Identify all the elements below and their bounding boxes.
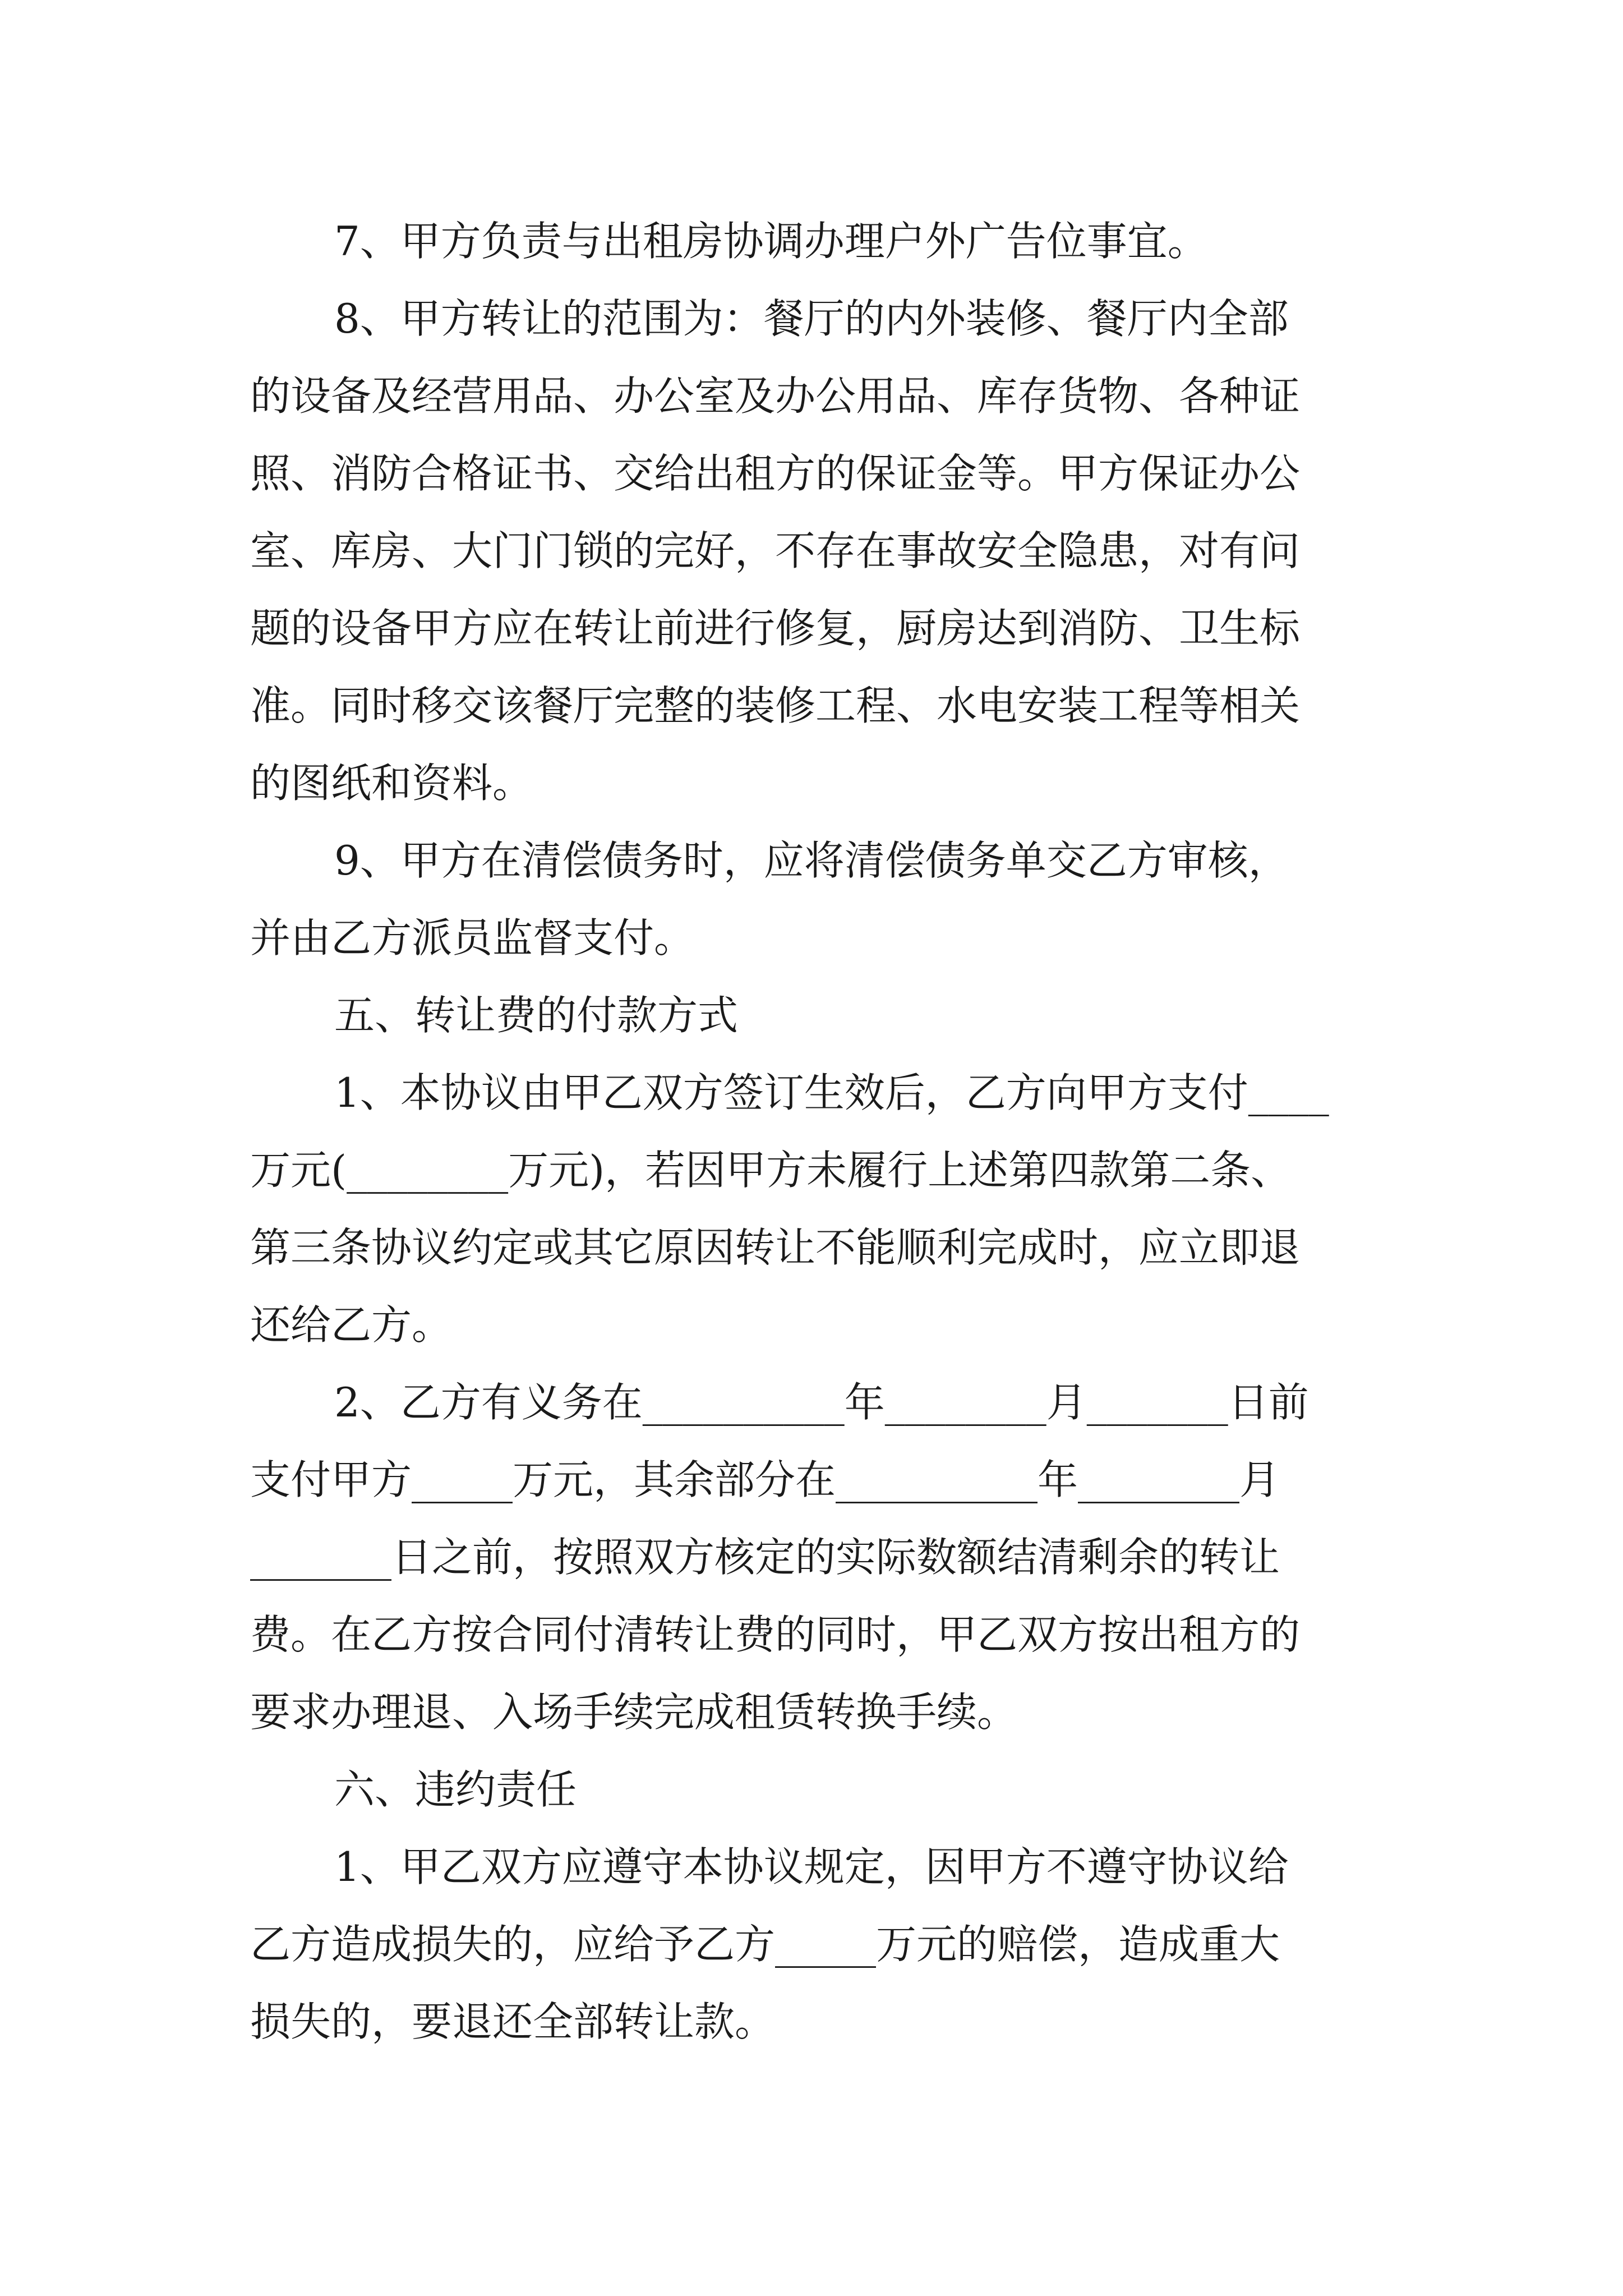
text-line: 万元(________万元)，若因甲方未履行上述第四款第二条、 [250, 1147, 1292, 1194]
text-line: 还给乙方。 [250, 1301, 453, 1349]
text-line: 要求办理退、入场手续完成租赁转换手续。 [250, 1688, 1018, 1736]
text-line: 2、乙方有义务在__________年________月_______日前 [334, 1379, 1309, 1426]
text-line: 损失的，要退还全部转让款。 [250, 1998, 776, 2045]
text-line: 题的设备甲方应在转让前进行修复，厨房达到消防、卫生标 [250, 605, 1301, 652]
text-line: 支付甲方_____万元，其余部分在__________年________月 [250, 1456, 1280, 1503]
text-line: 1、本协议由甲乙双方签订生效后，乙方向甲方支付____ [334, 1069, 1329, 1116]
text-line: 7、甲方负责与出租房协调办理户外广告位事宜。 [334, 218, 1208, 265]
text-line: 乙方造成损失的，应给予乙方_____万元的赔偿，造成重大 [250, 1921, 1280, 1968]
text-line: 8、甲方转让的范围为：餐厅的内外装修、餐厅内全部 [334, 295, 1289, 342]
section-heading: 五、转让费的付款方式 [334, 992, 739, 1039]
text-line: 的设备及经营用品、办公室及办公用品、库存货物、各种证 [250, 372, 1301, 420]
text-line: 照、消防合格证书、交给出租方的保证金等。甲方保证办公 [250, 450, 1301, 497]
text-line: _______日之前，按照双方核定的实际数额结清剩余的转让 [250, 1534, 1280, 1581]
text-line: 的图纸和资料。 [250, 760, 533, 807]
text-line: 9、甲方在清偿债务时，应将清偿债务单交乙方审核， [334, 837, 1289, 884]
section-heading: 六、违约责任 [334, 1766, 577, 1813]
text-line: 室、库房、大门门锁的完好，不存在事故安全隐患，对有问 [250, 527, 1301, 574]
text-line: 第三条协议约定或其它原因转让不能顺利完成时，应立即退 [250, 1224, 1301, 1271]
text-line: 费。在乙方按合同付清转让费的同时，甲乙双方按出租方的 [250, 1611, 1301, 1658]
text-line: 准。同时移交该餐厅完整的装修工程、水电安装工程等相关 [250, 682, 1301, 729]
text-line: 并由乙方派员监督支付。 [250, 914, 695, 961]
text-line: 1、甲乙双方应遵守本协议规定，因甲方不遵守协议给 [334, 1843, 1289, 1890]
